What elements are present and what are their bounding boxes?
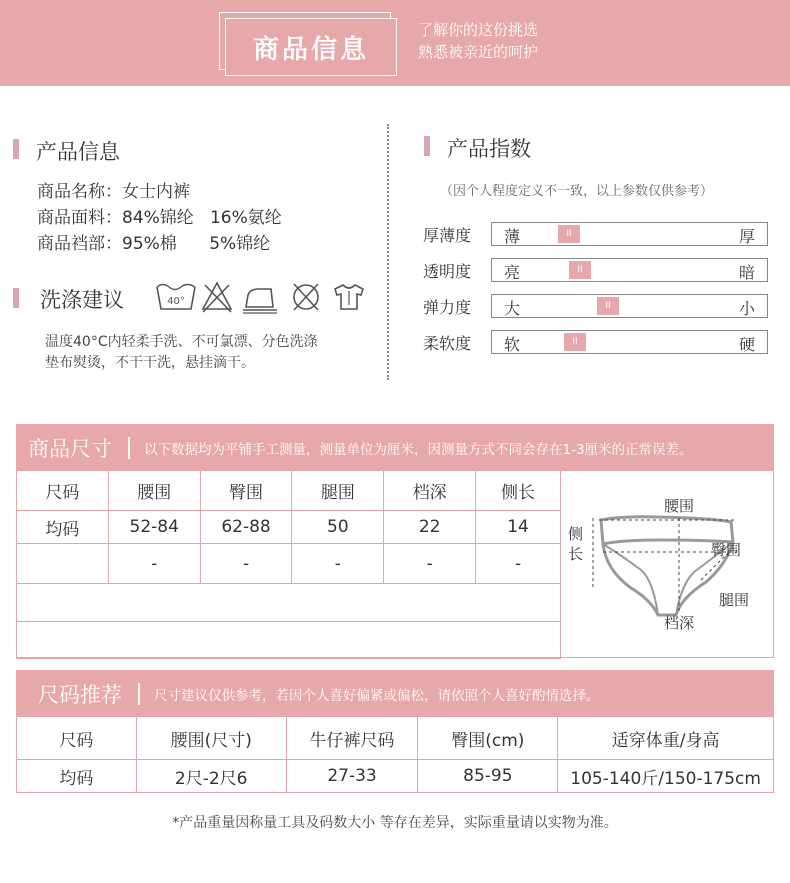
- size-title: 商品尺寸: [28, 437, 112, 461]
- section-bar: [424, 136, 430, 156]
- header-cell: 臀围(cm): [418, 717, 558, 760]
- index-knob: II: [564, 333, 586, 351]
- size-note: 以下数据均为平铺手工测量，测量单位为厘米，因测量方式不同会存在1-3厘米的正常误差。: [144, 442, 693, 458]
- header-title-box: [225, 18, 397, 76]
- index-left-label: 薄: [504, 227, 521, 246]
- table-cell: 105-140斤/150-175cm: [558, 760, 774, 793]
- product-fabric-line: 商品面料：84%锦纶 16%氨纶: [37, 208, 282, 228]
- column-divider: [387, 124, 389, 380]
- label-hip: 臀围: [711, 541, 742, 559]
- iron-with-cloth-icon: [243, 289, 277, 313]
- table-cell: 50: [292, 511, 384, 544]
- table-cell: -: [200, 544, 292, 584]
- index-knob: II: [569, 261, 591, 279]
- index-left-label: 软: [504, 335, 521, 354]
- label-side: 侧长: [568, 525, 584, 563]
- header-subtitle-line-2: 熟悉被亲近的呵护: [418, 43, 539, 61]
- wash-heading: 洗涤建议: [40, 288, 124, 312]
- index-knob: II: [558, 225, 580, 243]
- section-bar: [13, 288, 19, 308]
- recommend-band: [16, 670, 774, 716]
- table-row: [17, 622, 561, 659]
- no-bleach-icon: [203, 283, 231, 312]
- footer-note: *产品重量因称量工具及码数大小 等存在差异，实际重量请以实物为准。: [172, 815, 618, 831]
- table-cell: 均码: [17, 760, 137, 793]
- header-cell: 腰围(尺寸): [136, 717, 286, 760]
- index-left-label: 大: [504, 299, 521, 318]
- table-row: [17, 717, 774, 760]
- table-cell: 52-84: [108, 511, 200, 544]
- table-cell: -: [384, 544, 476, 584]
- header-cell: 腰围: [108, 471, 200, 511]
- index-right-label: 小: [738, 299, 755, 318]
- wash-instructions-1: 温度40°C内轻柔手洗、不可氯漂、分色洗涤: [45, 334, 318, 350]
- header-subtitle: [418, 19, 538, 63]
- table-cell: -: [108, 544, 200, 584]
- index-label: 厚薄度: [423, 226, 472, 245]
- table-row: [17, 471, 561, 511]
- index-right-label: 厚: [738, 227, 755, 246]
- label-waist: 腰围: [663, 497, 695, 515]
- index-label: 透明度: [423, 262, 472, 281]
- index-right-label: 硬: [738, 335, 755, 354]
- briefs-diagram: [561, 470, 774, 656]
- index-knob: II: [597, 297, 619, 315]
- header-cell: 尺码: [17, 717, 137, 760]
- table-cell: [17, 544, 109, 584]
- wash-40-icon: [157, 285, 195, 310]
- table-cell: [17, 622, 561, 659]
- wash-icons: [155, 279, 370, 315]
- hang-dry-icon: [335, 285, 363, 309]
- size-diagram: [560, 470, 774, 658]
- table-row: [17, 760, 774, 793]
- header-cell: 适穿体重/身高: [558, 717, 774, 760]
- table-row: [17, 544, 561, 584]
- index-slider: [491, 330, 768, 354]
- size-table: [16, 470, 561, 659]
- band-separator: [138, 683, 140, 705]
- header-cell: 尺码: [17, 471, 109, 511]
- recommend-table: [16, 716, 774, 793]
- index-slider: [491, 222, 768, 246]
- table-cell: 27-33: [286, 760, 418, 793]
- index-note: （因个人程度定义不一致，以上参数仅供参考）: [440, 184, 714, 199]
- table-cell: -: [476, 544, 561, 584]
- product-info-heading: 产品信息: [36, 140, 120, 164]
- index-slider: [491, 258, 768, 282]
- wash-instructions-2: 垫布熨烫，不干干洗，悬挂滴干。: [45, 355, 255, 371]
- recommend-title: 尺码推荐: [38, 683, 122, 707]
- page-title: 商品信息: [252, 34, 369, 65]
- table-cell: 14: [476, 511, 561, 544]
- index-heading: 产品指数: [447, 137, 531, 161]
- header-cell: 侧长: [476, 471, 561, 511]
- table-row: [17, 511, 561, 544]
- section-bar: [13, 139, 19, 159]
- no-dry-clean-icon: [294, 284, 318, 310]
- table-cell: -: [292, 544, 384, 584]
- index-label: 弹力度: [423, 298, 472, 317]
- label-leg: 腿围: [719, 591, 750, 609]
- index-slider: [491, 294, 768, 318]
- index-left-label: 亮: [504, 263, 521, 282]
- index-right-label: 暗: [738, 263, 755, 282]
- header-cell: 牛仔裤尺码: [286, 717, 418, 760]
- header-subtitle-line-1: 了解你的这份挑选: [418, 21, 539, 39]
- table-cell: [17, 584, 561, 622]
- product-crotch-line: 商品裆部：95%棉 5%锦纶: [37, 234, 271, 254]
- svg-text:40°: 40°: [167, 296, 185, 307]
- size-band: [16, 424, 774, 470]
- table-cell: 2尺-2尺6: [136, 760, 286, 793]
- table-cell: 85-95: [418, 760, 558, 793]
- band-separator: [128, 437, 130, 459]
- table-cell: 均码: [17, 511, 109, 544]
- label-crotch: 档深: [663, 614, 695, 632]
- header-cell: 档深: [384, 471, 476, 511]
- table-cell: 22: [384, 511, 476, 544]
- table-row: [17, 584, 561, 622]
- index-label: 柔软度: [423, 334, 472, 353]
- product-name-line: 商品名称：女士内裤: [37, 182, 190, 202]
- recommend-note: 尺寸建议仅供参考，若因个人喜好偏紧或偏松，请依照个人喜好酌情选择。: [154, 688, 600, 704]
- header-cell: 臀围: [200, 471, 292, 511]
- header-cell: 腿围: [292, 471, 384, 511]
- table-cell: 62-88: [200, 511, 292, 544]
